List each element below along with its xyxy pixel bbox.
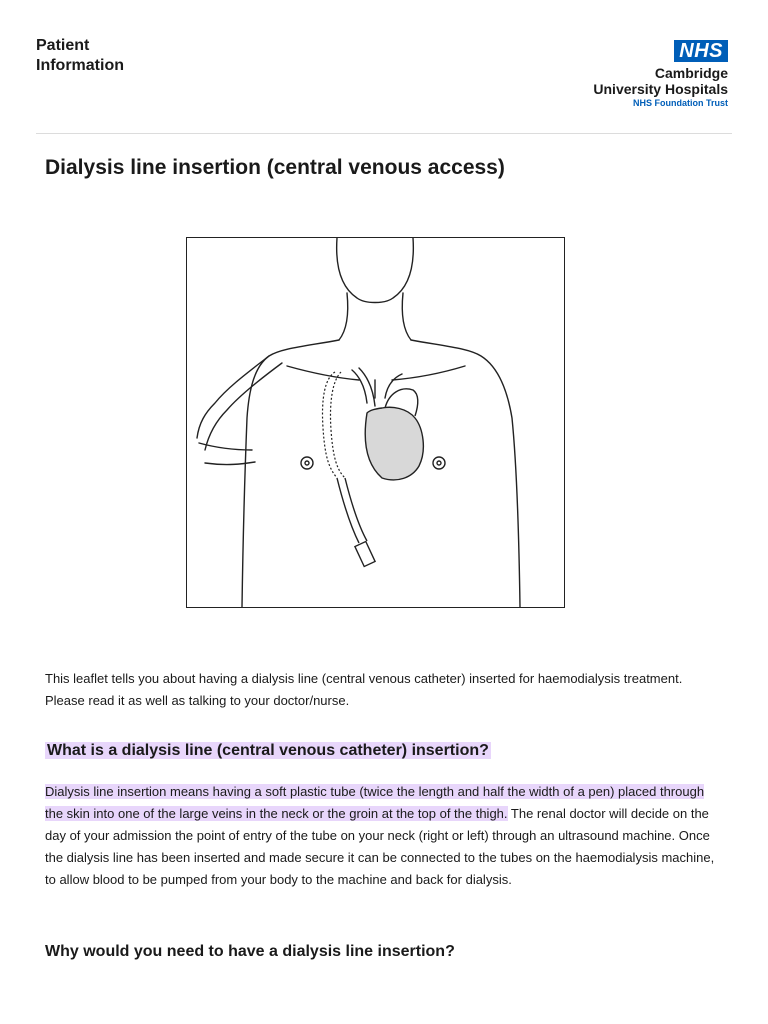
- section-heading-why: Why would you need to have a dialysis line insertion?: [45, 943, 455, 960]
- chest-catheter-illustration: [186, 237, 565, 608]
- body-text: The renal doctor will decide on the day of your admission the point of entry of the tube on your neck (right or left) through an ultrasound machine. Once the dialysis line has been inserted and made secure it can be connected to the tubes on the haemodialysis machine, to allow blood to be pumped from your body to the machine and back for dialysis.: [45, 806, 715, 887]
- nhs-badge: NHS: [674, 40, 728, 62]
- highlighted-text: Dialysis line insertion means having a soft plastic tube (twice the length and half the width of a pen) placed through the skin into one of the large veins in the neck or the groin at the top of the thigh.: [45, 784, 705, 821]
- org-line-1: Cambridge: [654, 65, 728, 81]
- section-heading-what-is: [45, 739, 491, 763]
- section-heading-what-is-text: What is a dialysis line (central venous catheter) insertion?: [47, 742, 489, 759]
- page-title: Dialysis line insertion (central venous access): [45, 156, 505, 179]
- org-line-2: University Hospitals: [593, 81, 728, 97]
- label-line-1: Patient: [36, 37, 90, 54]
- organisation-name: [593, 65, 728, 97]
- trust-name: NHS Foundation Trust: [633, 98, 728, 108]
- header-divider: [36, 133, 732, 134]
- patient-information-label: [36, 36, 124, 76]
- section-body-what-is: [45, 781, 725, 891]
- nhs-logo: [593, 40, 728, 109]
- chest-catheter-icon: [187, 238, 564, 607]
- label-line-2: Information: [36, 57, 124, 74]
- intro-paragraph: This leaflet tells you about having a dialysis line (central venous catheter) inserted for haemodialysis treatment. Please read it as well as talking to your doctor/nurse.: [45, 671, 683, 708]
